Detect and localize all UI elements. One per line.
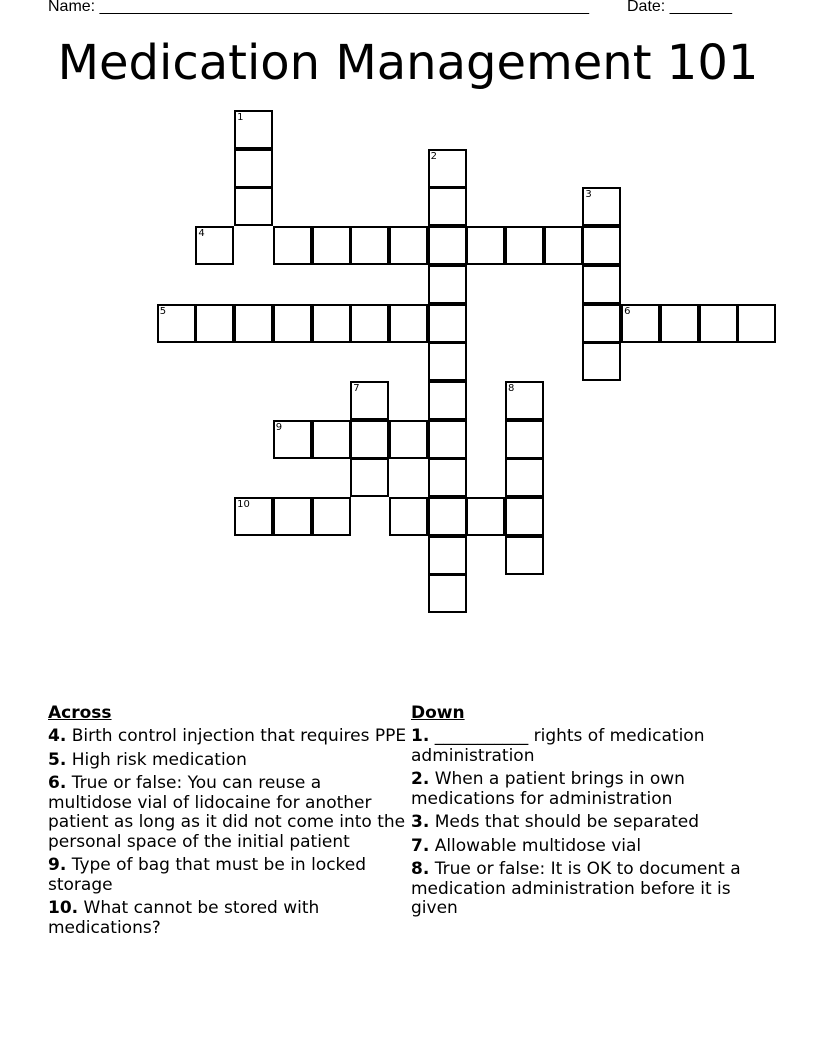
across-clue-5 xyxy=(48,751,408,771)
clue-text: Meds that should be separated xyxy=(434,812,700,832)
clue-text: True or false: It is OK to document a medication administration before it is given xyxy=(411,859,741,918)
crossword-cell[interactable] xyxy=(428,574,467,613)
crossword-cell[interactable] xyxy=(737,304,776,343)
clue-number: 3. xyxy=(411,812,430,832)
clue-number-label: 7 xyxy=(353,382,360,394)
down-clue-2 xyxy=(411,770,776,809)
crossword-cell[interactable] xyxy=(195,226,234,265)
across-clue-6 xyxy=(48,774,408,852)
crossword-cell[interactable] xyxy=(312,304,351,343)
crossword-cell[interactable] xyxy=(428,420,467,459)
crossword-cell[interactable] xyxy=(505,420,544,459)
clue-number: 5. xyxy=(48,749,67,770)
down-clue-3 xyxy=(411,813,776,833)
crossword-cell[interactable] xyxy=(466,226,505,265)
crossword-cell[interactable] xyxy=(582,304,621,343)
crossword-cell[interactable] xyxy=(234,497,273,536)
clue-number: 9. xyxy=(48,855,67,875)
crossword-cell[interactable] xyxy=(544,226,583,265)
crossword-cell[interactable] xyxy=(428,265,467,304)
crossword-cell[interactable] xyxy=(350,381,389,420)
down-heading: Down xyxy=(411,703,465,723)
crossword-cell[interactable] xyxy=(428,381,467,420)
down-clues xyxy=(411,703,776,923)
down-clue-8 xyxy=(411,860,776,919)
clue-number-label: 5 xyxy=(159,305,167,317)
crossword-cell[interactable] xyxy=(273,420,312,459)
crossword-cell[interactable] xyxy=(428,187,467,226)
clue-text: High risk medication xyxy=(71,749,247,770)
crossword-cell[interactable] xyxy=(505,536,544,575)
across-heading: Across xyxy=(48,703,112,723)
page-title: Medication Management 101 xyxy=(57,35,759,91)
crossword-cell[interactable] xyxy=(234,304,273,343)
crossword-cell[interactable] xyxy=(428,342,467,381)
clue-number-label: 9 xyxy=(275,421,283,433)
clue-text: Birth control injection that requires PPE xyxy=(71,726,407,746)
crossword-cell[interactable] xyxy=(582,265,621,304)
crossword-cell[interactable] xyxy=(389,420,428,459)
crossword-cell[interactable] xyxy=(389,226,428,265)
name-field-label: Name: _______________________________________________________ xyxy=(48,0,589,15)
crossword-cell[interactable] xyxy=(505,497,544,536)
crossword-cell[interactable] xyxy=(660,304,699,343)
clue-text: What cannot be stored with medications? xyxy=(48,898,320,938)
crossword-cell[interactable] xyxy=(350,458,389,497)
clue-text: True or false: You can reuse a multidose vial of lidocaine for another patient as long as it did not come into the personal space of the initial patient xyxy=(48,773,406,852)
clue-number: 8. xyxy=(411,859,430,879)
down-clue-1 xyxy=(411,727,776,766)
crossword-cell[interactable] xyxy=(466,497,505,536)
crossword-cell[interactable] xyxy=(234,187,273,226)
crossword-cell[interactable] xyxy=(582,342,621,381)
clue-number: 4. xyxy=(48,726,67,746)
clue-number-label: 3 xyxy=(585,189,592,201)
crossword-cell[interactable] xyxy=(273,497,312,536)
crossword-cell[interactable] xyxy=(621,304,660,343)
crossword-cell[interactable] xyxy=(428,458,467,497)
clue-number-label: 6 xyxy=(624,305,631,317)
clue-number: 6. xyxy=(48,773,67,793)
clue-number: 2. xyxy=(411,769,430,789)
crossword-cell[interactable] xyxy=(273,226,312,265)
clue-number-label: 8 xyxy=(508,382,515,394)
crossword-cell[interactable] xyxy=(195,304,234,343)
crossword-cell[interactable] xyxy=(234,110,273,149)
crossword-cell[interactable] xyxy=(428,304,467,343)
crossword-cell[interactable] xyxy=(699,304,738,343)
crossword-cell[interactable] xyxy=(312,497,351,536)
across-clue-9 xyxy=(48,856,408,895)
crossword-cell[interactable] xyxy=(312,226,351,265)
clue-number-label: 2 xyxy=(430,150,437,162)
crossword-cell[interactable] xyxy=(350,304,389,343)
crossword-cell[interactable] xyxy=(389,497,428,536)
clue-number-label: 1 xyxy=(237,112,244,123)
crossword-cell[interactable] xyxy=(234,149,273,188)
crossword-cell[interactable] xyxy=(350,420,389,459)
crossword-cell[interactable] xyxy=(428,149,467,188)
clue-text: ___________ rights of medication administration xyxy=(411,726,705,766)
across-clue-4 xyxy=(48,727,408,747)
date-field-label: Date: _______ xyxy=(627,0,732,15)
crossword-cell[interactable] xyxy=(157,304,196,343)
clue-number: 1. xyxy=(411,726,430,746)
crossword-cell[interactable] xyxy=(428,536,467,575)
clue-text: Type of bag that must be in locked storage xyxy=(48,855,367,895)
crossword-cell[interactable] xyxy=(505,226,544,265)
across-clues xyxy=(48,703,408,942)
crossword-cell[interactable] xyxy=(505,458,544,497)
crossword-cell[interactable] xyxy=(582,226,621,265)
crossword-cell[interactable] xyxy=(273,304,312,343)
crossword-cell[interactable] xyxy=(582,187,621,226)
clue-text: When a patient brings in own medications for administration xyxy=(411,769,685,809)
clue-text: Allowable multidose vial xyxy=(434,835,642,856)
crossword-cell[interactable] xyxy=(312,420,351,459)
across-clue-10 xyxy=(48,899,408,938)
down-clue-7 xyxy=(411,837,776,857)
crossword-cell[interactable] xyxy=(505,381,544,420)
crossword-cell[interactable] xyxy=(428,497,467,536)
crossword-cell[interactable] xyxy=(350,226,389,265)
clue-number-label: 10 xyxy=(237,499,250,510)
crossword-cell[interactable] xyxy=(428,226,467,265)
clue-number-label: 4 xyxy=(198,228,205,240)
clue-number: 7. xyxy=(411,835,430,856)
clue-number: 10. xyxy=(48,898,79,918)
crossword-cell[interactable] xyxy=(389,304,428,343)
